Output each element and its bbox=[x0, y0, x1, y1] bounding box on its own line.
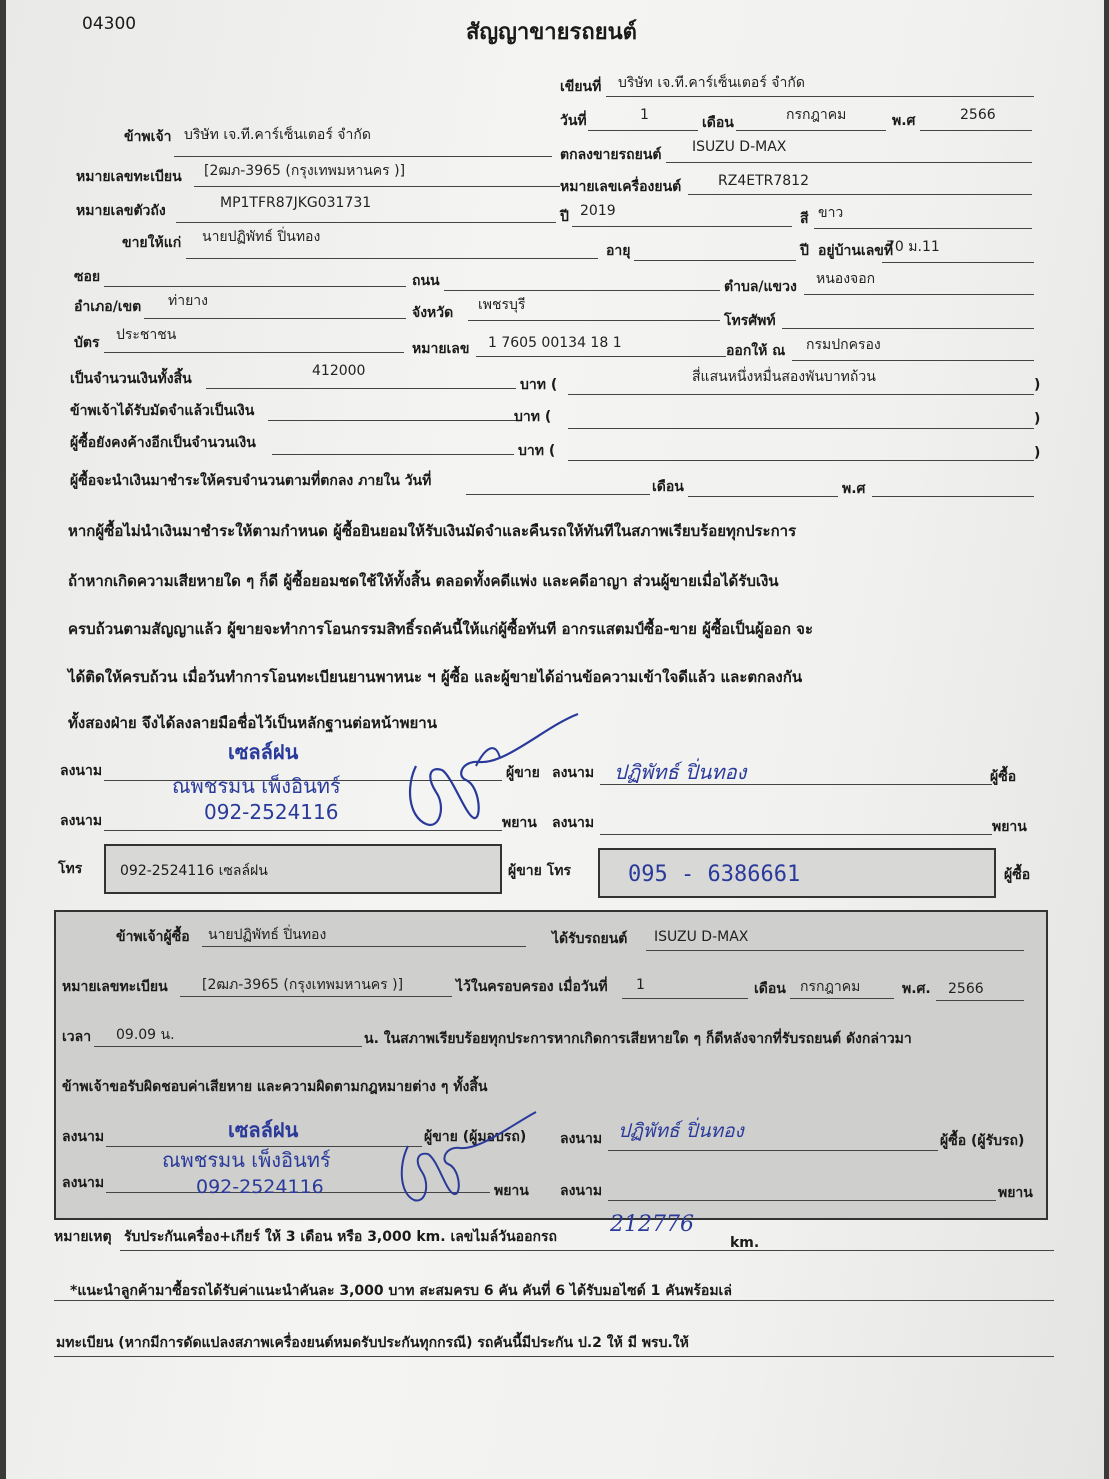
terms-line-1: หากผู้ซื้อไม่นำเงินมาชำระให้ตามกำหนด ผู้ซื้อยินยอมให้รับเงินมัดจำและคืนรถให้ทันทีในสภาพเรียบร้อยทุกประการ bbox=[68, 522, 797, 540]
buyer-signature-image: ปฏิพัทธ์ ปิ่นทอง bbox=[614, 760, 747, 784]
receipt-possession-label: ไว้ในครอบครอง เมื่อวันที่ bbox=[456, 979, 608, 995]
deposit-close-paren: ) bbox=[1034, 411, 1041, 427]
receipt-witness1-sign-label: ลงนาม bbox=[62, 1175, 105, 1191]
subdistrict-label: ตำบล/แขวง bbox=[724, 279, 797, 295]
receipt-seller-stamp-name: เซลล์ฝน bbox=[228, 1118, 299, 1142]
total-amount-text: สี่แสนหนึ่งหมื่นสองพันบาทถ้วน bbox=[692, 369, 876, 385]
receipt-seller-stamp-fullname: ณพชรมน เพ็งอินทร์ bbox=[162, 1148, 331, 1172]
province-label: จังหวัด bbox=[412, 305, 454, 321]
receipt-month: กรกฎาคม bbox=[800, 979, 861, 995]
subdistrict-value: หนองจอก bbox=[816, 271, 876, 287]
receipt-plate: [2ฒภ-3965 (กรุงเทพมหานคร )] bbox=[202, 977, 404, 993]
issued-by-label: ออกให้ ณ bbox=[726, 343, 786, 359]
chassis-label: หมายเลขตัวถัง bbox=[76, 203, 166, 219]
document-number: 04300 bbox=[82, 14, 137, 34]
buyer-name: นายปฏิพัทธ์ ปิ่นทอง bbox=[202, 229, 321, 245]
province-value: เพชรบุรี bbox=[478, 297, 526, 313]
model-year-label: ปี bbox=[560, 209, 569, 225]
seller-phone-box bbox=[104, 844, 502, 894]
age-unit: ปี bbox=[800, 243, 809, 259]
receipt-received-label: ได้รับรถยนต์ bbox=[552, 931, 628, 947]
seller-stamp-name: เซลล์ฝน bbox=[228, 740, 299, 764]
remaining-baht-label: บาท ( bbox=[518, 443, 556, 459]
terms-line-4: ได้ติดให้ครบถ้วน เมื่อวันทำการโอนทะเบียนยานพาหนะ ฯ ผู้ซื้อ และผู้ขายได้อ่านข้อความเข้าใจดีแล้ว และตกลงกัน bbox=[68, 668, 803, 686]
phone-label: โทรศัพท์ bbox=[724, 313, 776, 329]
receipt-car-model: ISUZU D-MAX bbox=[654, 929, 749, 945]
seller-label: ผู้ขาย bbox=[506, 765, 540, 781]
receipt-buyer-sign-role: ผู้ซื้อ (ผู้รับรถ) bbox=[940, 1133, 1025, 1149]
buyer-phone-label: ผู้ซื้อ bbox=[1004, 867, 1031, 883]
receipt-year: 2566 bbox=[948, 981, 984, 997]
total-baht-label: บาท ( bbox=[520, 377, 558, 393]
age-label: อายุ bbox=[606, 243, 631, 259]
warranty-note: รับประกันเครื่อง+เกียร์ ให้ 3 เดือน หรือ 3,000 km. เลขไมล์วันออกรถ bbox=[124, 1229, 557, 1245]
receipt-time-label: เวลา bbox=[62, 1029, 92, 1045]
receipt-witness2-label: พยาน bbox=[998, 1185, 1033, 1201]
written-at-value: บริษัท เจ.ที.คาร์เซ็นเตอร์ จำกัด bbox=[618, 75, 805, 91]
remaining-label: ผู้ซื้อยังคงค้างอีกเป็นจำนวนเงิน bbox=[70, 435, 256, 451]
model-year-value: 2019 bbox=[580, 203, 616, 219]
witness1-sign-label: ลงนาม bbox=[60, 813, 103, 829]
receipt-buyer-label: ข้าพเจ้าผู้ซื้อ bbox=[116, 929, 190, 945]
written-at-label: เขียนที่ bbox=[560, 79, 602, 95]
witness2-sign-label: ลงนาม bbox=[552, 815, 595, 831]
card-label: บัตร bbox=[74, 335, 100, 351]
car-model: ISUZU D-MAX bbox=[692, 139, 787, 155]
receipt-year-label: พ.ศ. bbox=[902, 981, 931, 997]
receipt-buyer-signature-image: ปฏิพัทธ์ ปิ่นทอง bbox=[618, 1120, 744, 1142]
remaining-close-paren: ) bbox=[1034, 445, 1041, 461]
seller-label: ข้าพเจ้า bbox=[124, 129, 172, 145]
phone-row-label: โทร bbox=[58, 861, 83, 877]
deposit-label: ข้าพเจ้าได้รับมัดจำแล้วเป็นเงิน bbox=[70, 403, 255, 419]
date-year: 2566 bbox=[960, 107, 996, 123]
receipt-seller-signature-image bbox=[390, 1106, 540, 1206]
due-month-label: เดือน bbox=[652, 479, 684, 495]
seller-stamp-phone: 092-2524116 bbox=[204, 800, 339, 824]
receipt-buyer-sign-label: ลงนาม bbox=[560, 1131, 603, 1147]
date-month: กรกฎาคม bbox=[786, 107, 847, 123]
terms-line-3: ครบถ้วนตามสัญญาแล้ว ผู้ขายจะทำการโอนกรรมสิทธิ์รถคันนี้ให้แก่ผู้ซื้อทันที อากรแสตมป์ซื้อ-ขาย ผู้ซื้อเป็นผู้ออก จะ bbox=[68, 620, 813, 638]
house-number: 70 ม.11 bbox=[886, 239, 940, 255]
deposit-baht-label: บาท ( bbox=[514, 409, 552, 425]
plate-value: [2ฒภ-3965 (กรุงเทพมหานคร )] bbox=[204, 163, 406, 179]
vehicle-receipt-section bbox=[54, 910, 1048, 1220]
agree-sell-label: ตกลงขายรถยนต์ bbox=[560, 147, 662, 163]
total-amount-label: เป็นจำนวนเงินทั้งสิ้น bbox=[70, 371, 192, 387]
receipt-seller-stamp-phone: 092-2524116 bbox=[196, 1176, 324, 1198]
address-label: อยู่บ้านเลขที่ bbox=[818, 243, 894, 259]
card-type: ประชาชน bbox=[116, 327, 177, 343]
year-label: พ.ศ bbox=[892, 113, 916, 129]
seller-stamp-fullname: ณพชรมน เพ็งอินทร์ bbox=[172, 774, 341, 798]
terms-line-2: ถ้าหากเกิดความเสียหายใด ๆ ก็ดี ผู้ซื้อยอมชดใช้ให้ทั้งสิ้น ตลอดทั้งคดีแพ่ง และคดีอาญา ส่วนผู้ขายเมื่อได้รับเงิน bbox=[68, 572, 779, 590]
seller-phone-value: 092-2524116 เซลล์ฝน bbox=[120, 863, 268, 879]
chassis-value: MP1TFR87JKG031731 bbox=[220, 195, 372, 211]
road-label: ถนน bbox=[412, 273, 440, 289]
receipt-time: 09.09 น. bbox=[116, 1027, 175, 1043]
card-number: 1 7605 00134 18 1 bbox=[488, 335, 622, 351]
district-value: ท่ายาง bbox=[168, 293, 208, 309]
referral-note-line-1: *แนะนำลูกค้ามาซื้อรถได้รับค่าแนะนำคันละ 3,000 บาท สะสมครบ 6 คัน คันที่ 6 ได้รับมอไซด์ 1 คันพร้อมเล่ bbox=[70, 1283, 732, 1299]
receipt-liability-text: ข้าพเจ้าขอรับผิดชอบค่าเสียหาย และความผิดตามกฎหมายต่าง ๆ ทั้งสิ้น bbox=[62, 1079, 488, 1095]
issued-by-value: กรมปกครอง bbox=[806, 337, 881, 353]
color-label: สี bbox=[800, 211, 809, 227]
seller-name: บริษัท เจ.ที.คาร์เซ็นเตอร์ จำกัด bbox=[184, 127, 371, 143]
referral-note-line-2: มทะเบียน (หากมีการดัดแปลงสภาพเครื่องยนต์หมดรับประกันทุกกรณี) รถคันนี้มีประกัน ป.2 ให้ มี พรบ.ให้ bbox=[56, 1335, 689, 1351]
plate-label: หมายเลขทะเบียน bbox=[76, 169, 182, 185]
page-title: สัญญาขายรถยนต์ bbox=[466, 20, 637, 45]
seller-signature-image bbox=[396, 706, 586, 836]
card-number-label: หมายเลข bbox=[412, 341, 470, 357]
seller-sign-label: ลงนาม bbox=[60, 763, 103, 779]
buyer-sign-label: ลงนาม bbox=[552, 765, 595, 781]
due-year-label: พ.ศ bbox=[842, 481, 866, 497]
receipt-witness2-sign-label: ลงนาม bbox=[560, 1183, 603, 1199]
month-label: เดือน bbox=[702, 115, 734, 131]
buyer-phone-box bbox=[598, 848, 996, 898]
soi-label: ซอย bbox=[74, 269, 101, 285]
witness1-label: พยาน bbox=[502, 815, 537, 831]
witness2-label: พยาน bbox=[992, 819, 1027, 835]
date-day: 1 bbox=[640, 107, 649, 123]
seller-phone-label: ผู้ขาย โทร bbox=[508, 863, 571, 879]
receipt-seller-label: ผู้ขาย (ผู้มอบรถ) bbox=[424, 1129, 527, 1145]
district-label: อำเภอ/เขต bbox=[74, 299, 142, 315]
buyer-label: ผู้ซื้อ bbox=[990, 769, 1017, 785]
km-label: km. bbox=[730, 1235, 760, 1251]
total-amount: 412000 bbox=[312, 363, 366, 379]
engine-value: RZ4ETR7812 bbox=[718, 173, 809, 189]
engine-label: หมายเลขเครื่องยนต์ bbox=[560, 179, 682, 195]
mileage-value: 212776 bbox=[610, 1212, 694, 1237]
receipt-day: 1 bbox=[636, 977, 645, 993]
receipt-buyer-name: นายปฏิพัทธ์ ปิ่นทอง bbox=[208, 927, 327, 943]
receipt-month-label: เดือน bbox=[754, 981, 786, 997]
total-close-paren: ) bbox=[1034, 377, 1041, 393]
buyer-phone-value: 095 - 6386661 bbox=[628, 862, 801, 887]
contract-paper bbox=[6, 0, 1104, 1479]
receipt-seller-sign-label: ลงนาม bbox=[62, 1129, 105, 1145]
terms-line-5: ทั้งสองฝ่าย จึงได้ลงลายมือชื่อไว้เป็นหลักฐานต่อหน้าพยาน bbox=[68, 714, 437, 732]
receipt-witness1-label: พยาน bbox=[494, 1183, 529, 1199]
due-date-label: ผู้ซื้อจะนำเงินมาชำระให้ครบจำนวนตามที่ตกลง ภายใน วันที่ bbox=[70, 473, 432, 489]
receipt-condition-text: น. ในสภาพเรียบร้อยทุกประการหากเกิดการเสียหายใด ๆ ก็ดีหลังจากที่รับรถยนต์ ดังกล่าวมา bbox=[364, 1031, 912, 1047]
receipt-plate-label: หมายเลขทะเบียน bbox=[62, 979, 168, 995]
date-label: วันที่ bbox=[560, 113, 587, 129]
sell-to-label: ขายให้แก่ bbox=[122, 235, 182, 251]
note-label: หมายเหตุ bbox=[54, 1229, 112, 1245]
color-value: ขาว bbox=[818, 205, 844, 221]
